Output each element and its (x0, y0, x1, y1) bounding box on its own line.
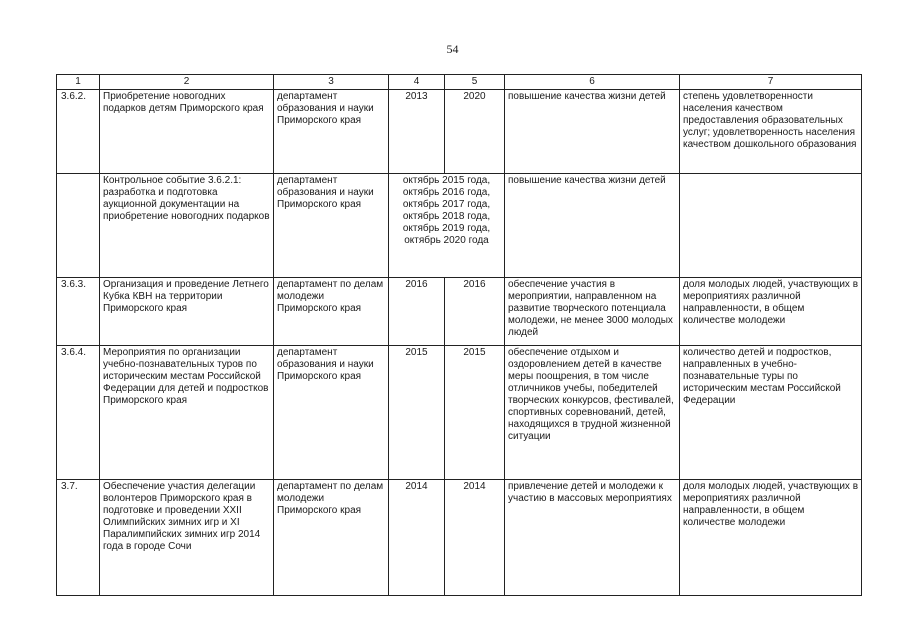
row-end-year: 2020 (445, 90, 505, 174)
row-indicator: степень удовлетворенности населения качеством предоставления образовательных услуг; удовлетворенность населения качеством дошкольного образования (680, 90, 862, 174)
column-header-1: 1 (57, 75, 100, 90)
table-row (57, 346, 862, 480)
row-result: повышение качества жизни детей (505, 174, 680, 278)
program-table (56, 74, 862, 596)
row-start-year: 2013 (389, 90, 445, 174)
row-event: Приобретение новогодних подарков детям Приморского края (100, 90, 274, 174)
column-header-4: 4 (389, 75, 445, 90)
row-executor: департамент образования и науки Приморского края (274, 346, 389, 480)
table-row (57, 174, 862, 278)
row-code: 3.6.4. (57, 346, 100, 480)
row-end-year: 2015 (445, 346, 505, 480)
row-indicator: доля молодых людей, участвующих в мероприятиях различной направленности, в общем количестве молодежи (680, 480, 862, 596)
row-event: Обеспечение участия делегации волонтеров Приморского края в подготовке и проведении XXII Олимпийских зимних игр и XI Паралимпийских зимних игр 2014 года в городе Сочи (100, 480, 274, 596)
row-start-year: 2015 (389, 346, 445, 480)
row-start-year: 2016 (389, 278, 445, 346)
row-code: 3.7. (57, 480, 100, 596)
row-code (57, 174, 100, 278)
row-result: обеспечение отдыхом и оздоровлением детей в качестве меры поощрения, в том числе отличников учебы, победителей творческих конкурсов, фестивалей, спортивных соревнований, детей, находящихся в трудной жизненной ситуации (505, 346, 680, 480)
column-header-7: 7 (680, 75, 862, 90)
row-start-year: 2014 (389, 480, 445, 596)
table-row (57, 278, 862, 346)
table-header-row (57, 75, 862, 90)
column-header-3: 3 (274, 75, 389, 90)
row-executor: департамент образования и науки Приморского края (274, 174, 389, 278)
row-code: 3.6.3. (57, 278, 100, 346)
row-result: обеспечение участия в мероприятии, направленном на развитие творческого потенциала молодежи, не менее 3000 молодых людей (505, 278, 680, 346)
table-row (57, 480, 862, 596)
row-event: Мероприятия по организации учебно-познавательных туров по историческим местам Российской Федерации для детей и подростков Приморского края (100, 346, 274, 480)
row-indicator (680, 174, 862, 278)
table-row (57, 90, 862, 174)
column-header-2: 2 (100, 75, 274, 90)
column-header-6: 6 (505, 75, 680, 90)
row-control-dates: октябрь 2015 года, октябрь 2016 года, октябрь 2017 года, октябрь 2018 года, октябрь 2019 года, октябрь 2020 года (389, 174, 505, 278)
row-event: Контрольное событие 3.6.2.1: разработка и подготовка аукционной документации на приобретение новогодних подарков (100, 174, 274, 278)
column-header-5: 5 (445, 75, 505, 90)
row-executor: департамент образования и науки Приморского края (274, 90, 389, 174)
row-result: привлечение детей и молодежи к участию в массовых мероприятиях (505, 480, 680, 596)
row-code: 3.6.2. (57, 90, 100, 174)
page-number: 54 (446, 42, 459, 56)
row-end-year: 2016 (445, 278, 505, 346)
row-executor: департамент по делам молодежи Приморского края (274, 278, 389, 346)
row-result: повышение качества жизни детей (505, 90, 680, 174)
row-indicator: количество детей и подростков, направленных в учебно-познавательные туры по историческим местам Российской Федерации (680, 346, 862, 480)
row-end-year: 2014 (445, 480, 505, 596)
row-indicator: доля молодых людей, участвующих в мероприятиях различной направленности, в общем количестве молодежи (680, 278, 862, 346)
row-executor: департамент по делам молодежи Приморского края (274, 480, 389, 596)
row-event: Организация и проведение Летнего Кубка КВН на территории Приморского края (100, 278, 274, 346)
